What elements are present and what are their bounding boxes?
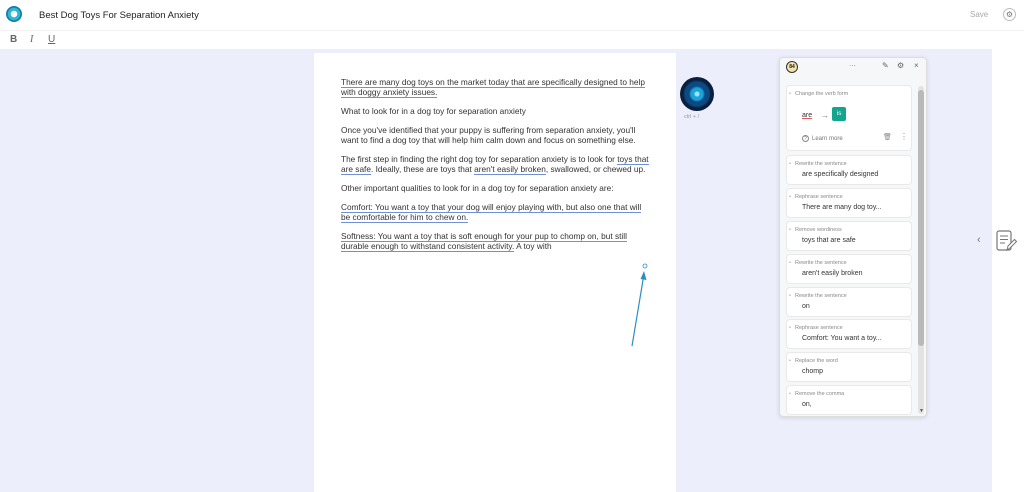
suggestion-text: aren't easily broken xyxy=(802,270,863,277)
flagged-phrase[interactable]: toys that are safe xyxy=(341,154,649,174)
help-icon: ? xyxy=(802,135,809,142)
accept-suggestion-button[interactable]: is xyxy=(832,107,846,121)
original-word: are xyxy=(802,112,813,119)
paragraph-5[interactable]: Other important qualities to look for in a dog toy for separation anxiety are: xyxy=(341,183,614,193)
suggestion-card[interactable] xyxy=(787,255,911,283)
paragraph-2[interactable]: What to look for in a dog toy for separation anxiety xyxy=(341,106,526,116)
suggestion-type: • Remove wordiness xyxy=(795,227,842,233)
suggestion-text: toys that are safe xyxy=(802,237,856,244)
close-icon[interactable]: × xyxy=(914,61,919,70)
suggestion-card[interactable] xyxy=(787,189,911,217)
panel-header xyxy=(780,58,926,78)
suggestion-type: • Rephrase sentence xyxy=(795,194,843,200)
flagged-sentence[interactable]: Comfort: You want a toy that your dog will enjoy playing with, but also one that will be comfortable for him to chew on. xyxy=(341,202,642,222)
suggestions-panel xyxy=(779,57,927,417)
underline-button[interactable]: U xyxy=(48,34,56,45)
suggestion-text: There are many dog toy... xyxy=(802,204,882,211)
suggestion-text: chomp xyxy=(802,368,824,375)
suggestion-type: • Rewrite the sentence xyxy=(795,161,847,167)
chevron-left-icon[interactable]: ‹ xyxy=(977,234,981,246)
suggestion-text: on xyxy=(802,303,810,310)
gear-icon[interactable]: ⚙ xyxy=(897,61,905,70)
right-sidebar xyxy=(992,49,1024,492)
suggestion-type: • Rewrite the sentence xyxy=(795,293,847,299)
drag-handle-icon[interactable]: ⋯ xyxy=(849,63,856,70)
flagged-sentence: There are many dog toys on the market today that are specifically designed to help with doggy anxiety issues. xyxy=(341,77,645,97)
paragraph-3[interactable]: Once you've identified that your puppy is suffering from separation anxiety, you'll want to find a dog toy that will help him calm down and focus on something else. xyxy=(341,125,636,145)
paragraph-1[interactable] xyxy=(341,77,651,97)
flagged-word[interactable]: are xyxy=(527,77,540,87)
suggestion-card[interactable] xyxy=(787,156,911,184)
document-body[interactable] xyxy=(341,77,651,260)
score-badge[interactable]: 84 xyxy=(786,61,798,73)
suggestion-text: are specifically designed xyxy=(802,171,879,178)
suggestion-card[interactable] xyxy=(787,386,911,414)
brush-icon[interactable]: ✎ xyxy=(882,61,889,70)
top-bar xyxy=(0,0,1024,30)
suggestion-type: • Rephrase sentence xyxy=(795,325,843,331)
paragraph-7[interactable]: Softness: You want a toy that is soft enough for your pup to chomp on, but still durable enough to withstand consistent activity. A toy with xyxy=(341,231,627,251)
italic-button[interactable]: I xyxy=(30,34,34,45)
suggestion-type: • Replace the word xyxy=(795,358,838,364)
paragraph-4[interactable]: The first step in finding the right dog toy for separation anxiety is to look for toys that are safe. Ideally, these are toys that aren't easily broken, swallowed, or chewed up. xyxy=(341,154,649,174)
scrollbar-thumb[interactable] xyxy=(918,90,924,346)
suggestion-card[interactable] xyxy=(787,320,911,348)
flagged-sentence[interactable]: Softness: You want a toy that is soft enough for your pup to chomp on, but still durable enough to withstand consistent activity. xyxy=(341,231,627,251)
panel-scrollbar[interactable] xyxy=(918,86,924,414)
suggestion-type: • Change the verb form xyxy=(795,91,848,97)
suggestion-card[interactable] xyxy=(787,353,911,381)
arrow-right-icon: → xyxy=(821,111,829,120)
paragraph-6[interactable] xyxy=(341,202,651,222)
suggestion-card[interactable] xyxy=(787,288,911,316)
document-title[interactable]: Best Dog Toys For Separation Anxiety xyxy=(39,10,199,21)
save-button[interactable]: Save xyxy=(970,10,989,19)
trash-icon[interactable]: 🗑 xyxy=(883,134,892,141)
app-logo-icon[interactable] xyxy=(6,6,22,22)
active-suggestion-card[interactable] xyxy=(787,86,911,150)
scroll-down-arrow-icon[interactable]: ▼ xyxy=(919,408,924,414)
more-options-icon[interactable]: ⋮ xyxy=(900,132,908,141)
suggestion-text: on, xyxy=(802,401,812,408)
flagged-phrase[interactable]: aren't easily broken xyxy=(474,164,546,174)
document-page[interactable] xyxy=(314,53,676,492)
format-toolbar xyxy=(0,30,1024,49)
assistant-avatar-icon[interactable] xyxy=(680,77,714,111)
suggestion-type: • Rewrite the sentence xyxy=(795,260,847,266)
settings-icon[interactable]: ⚙ xyxy=(1003,8,1016,21)
bold-button[interactable]: B xyxy=(10,34,18,45)
notes-edit-icon[interactable] xyxy=(995,229,1017,253)
suggestion-type: • Remove the comma xyxy=(795,391,844,397)
assistant-shortcut-caption: ctrl + / xyxy=(684,114,700,120)
annotation-arrow xyxy=(625,260,655,350)
learn-more-link[interactable]: ? Learn more xyxy=(802,135,843,142)
suggestion-text: Comfort: You want a toy... xyxy=(802,335,882,342)
suggestion-card[interactable] xyxy=(787,222,911,250)
